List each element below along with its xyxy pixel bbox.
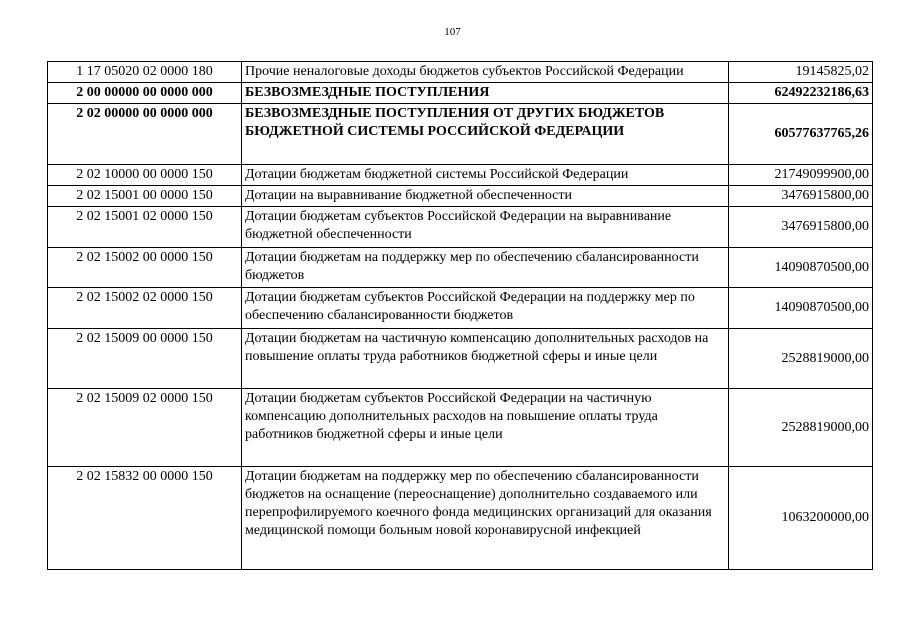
- row-name: Дотации на выравнивание бюджетной обеспеченности: [242, 186, 729, 207]
- table-row: [48, 104, 873, 165]
- row-name: Дотации бюджетам на поддержку мер по обеспечению сбалансированности бюджетов на оснащение (переоснащение) дополнительно создаваемого или перепрофилируемого коечного фонда медицинских организаций для оказания медицинской помощи больным новой коронавирусной инфекцией: [242, 467, 729, 570]
- row-name: Дотации бюджетам субъектов Российской Федерации на поддержку мер по обеспечению сбалансированности бюджетов: [242, 288, 729, 329]
- row-name: Прочие неналоговые доходы бюджетов субъектов Российской Федерации: [242, 62, 729, 83]
- row-amount: 1063200000,00: [729, 467, 873, 570]
- row-code: 2 00 00000 00 0000 000: [48, 83, 242, 104]
- table-row: [48, 207, 873, 248]
- row-code: 2 02 10000 00 0000 150: [48, 165, 242, 186]
- row-code: 2 02 00000 00 0000 000: [48, 104, 242, 165]
- row-name: Дотации бюджетам субъектов Российской Федерации на частичную компенсацию дополнительных расходов на повышение оплаты труда работников бюджетной сферы и иные цели: [242, 389, 729, 467]
- row-amount: 21749099900,00: [729, 165, 873, 186]
- row-code: 2 02 15009 00 0000 150: [48, 329, 242, 389]
- table-row: [48, 62, 873, 83]
- row-amount: 3476915800,00: [729, 186, 873, 207]
- row-name: БЕЗВОЗМЕЗДНЫЕ ПОСТУПЛЕНИЯ ОТ ДРУГИХ БЮДЖЕТОВ БЮДЖЕТНОЙ СИСТЕМЫ РОССИЙСКОЙ ФЕДЕРАЦИИ: [242, 104, 729, 165]
- row-amount: 19145825,02: [729, 62, 873, 83]
- row-code: 2 02 15002 02 0000 150: [48, 288, 242, 329]
- page-number: 107: [444, 26, 461, 38]
- row-amount: 14090870500,00: [729, 248, 873, 288]
- row-name: Дотации бюджетам бюджетной системы Российской Федерации: [242, 165, 729, 186]
- table-row: [48, 288, 873, 329]
- row-name: Дотации бюджетам на частичную компенсацию дополнительных расходов на повышение оплаты труда работников бюджетной сферы и иные цели: [242, 329, 729, 389]
- table-row: [48, 83, 873, 104]
- row-name: Дотации бюджетам субъектов Российской Федерации на выравнивание бюджетной обеспеченности: [242, 207, 729, 248]
- table-row: [48, 165, 873, 186]
- row-amount: 14090870500,00: [729, 288, 873, 329]
- table-row: [48, 248, 873, 288]
- row-name: Дотации бюджетам на поддержку мер по обеспечению сбалансированности бюджетов: [242, 248, 729, 288]
- row-code: 1 17 05020 02 0000 180: [48, 62, 242, 83]
- row-code: 2 02 15009 02 0000 150: [48, 389, 242, 467]
- row-name: БЕЗВОЗМЕЗДНЫЕ ПОСТУПЛЕНИЯ: [242, 83, 729, 104]
- row-code: 2 02 15002 00 0000 150: [48, 248, 242, 288]
- table-row: [48, 467, 873, 570]
- row-amount: 60577637765,26: [729, 104, 873, 165]
- row-code: 2 02 15832 00 0000 150: [48, 467, 242, 570]
- row-amount: 2528819000,00: [729, 329, 873, 389]
- table-row: [48, 186, 873, 207]
- row-code: 2 02 15001 00 0000 150: [48, 186, 242, 207]
- row-amount: 62492232186,63: [729, 83, 873, 104]
- table-row: [48, 389, 873, 467]
- row-amount: 3476915800,00: [729, 207, 873, 248]
- row-code: 2 02 15001 02 0000 150: [48, 207, 242, 248]
- row-amount: 2528819000,00: [729, 389, 873, 467]
- table-row: [48, 329, 873, 389]
- budget-revenue-table: [47, 61, 873, 570]
